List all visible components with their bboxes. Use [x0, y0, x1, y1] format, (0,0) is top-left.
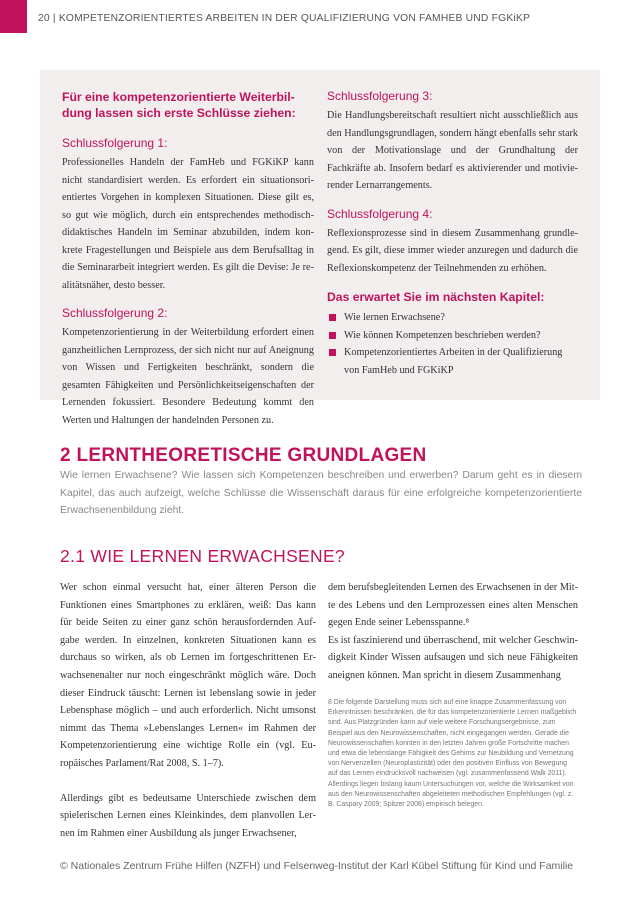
conclusion-4-title: Schlussfolgerung 4:: [327, 206, 433, 221]
summary-heading-line1: Für eine kompetenzorientierte Weiterbil-: [62, 90, 295, 104]
summary-heading-line2: dung lassen sich erste Schlüsse ziehen:: [62, 106, 296, 120]
next-chapter-heading: Das erwartet Sie im nächsten Kapitel:: [327, 290, 545, 304]
body-paragraph: Es ist faszinierend und überraschend, mit welcher Geschwindigkeit Kinder Wissen aufsaugen und sich neue Fähigkeiten aneignen können. Man spricht in diesem Zusammenhang: [328, 634, 578, 681]
list-item: Kompetenzorientiertes Arbeiten in der Qualifizierung von FamHeb und FGKiKP: [327, 344, 578, 379]
body-paragraph: Allerdings gibt es bedeutsame Unterschiede zwischen dem spielerischen Lernen eines Kleinkindes, dem planvollen Lernen im Rahmen einer Ausbildung als junger Erwachsener,: [60, 792, 316, 839]
conclusion-3-text: Die Handlungsbereitschaft resultiert nicht ausschließlich aus den Handlungsgrundlagen, sondern hängt ebenfalls sehr stark von der Motivationslage und der Grundhaltung der Fachkräfte ab. Insofern bedarf es aktivierender und motivierender Lernarrangements.: [327, 110, 578, 191]
list-item: Wie lernen Erwachsene?: [327, 309, 578, 327]
subsection-title: 2.1 WIE LERNEN ERWACHSENE?: [60, 546, 345, 566]
conclusion-4-text: Reflexionsprozesse sind in diesem Zusammenhang grundlegend. Es gilt, diese immer wieder anzuregen und dadurch die Reflexionskompetenz der Teilnehmenden zu erhöhen.: [327, 227, 578, 274]
conclusion-1-text: Professionelles Handeln der FamHeb und FGKiKP kann nicht standardisiert werden. Es erfordert ein situationsorientiertes Vorgehen in komplexen Situationen. Diese gilt es, so gut wie möglich, durch ein entsprechendes methodisch-didaktisches Handeln im Seminar abzubilden, indem konkrete Fragestellungen und Beispiele aus dem Berufsalltag in die Seminararbeit integriert werden. Es gilt die Devise: Je realitätsnäher, desto besser.: [62, 157, 314, 291]
next-chapter-list: [327, 309, 578, 379]
conclusion-1-title: Schlussfolgerung 1:: [62, 136, 168, 150]
section-title: 2 LERNTHEORETISCHE GRUNDLAGEN: [60, 445, 427, 466]
summary-right-column: [327, 89, 578, 379]
square-bullet-icon: [329, 349, 336, 356]
list-item: Wie können Kompetenzen beschrieben werden?: [327, 327, 578, 345]
running-head: 20 | KOMPETENZORIENTIERTES ARBEITEN IN DER QUALIFIZIERUNG VON FAMHEB UND FGKiKP: [38, 13, 531, 24]
conclusion-3-title: Schlussfolgerung 3:: [327, 89, 433, 103]
conclusion-2-title: Schlussfolgerung 2:: [62, 306, 168, 320]
page-footer: © Nationales Zentrum Frühe Hilfen (NZFH) und Felsenweg-Institut der Karl Kübel Stiftung für Kind und Familie: [60, 860, 574, 872]
summary-heading: [62, 89, 314, 121]
footnote: 8 Die folgende Darstellung muss sich auf eine knappe Zusammenfassung von Erkenntnissen beschränken, die für das kompetenzorientierte Lernen maßgeblich sind. Aus Platzgründen kann auf viele weitere Forschungsergebnisse, zum Beispiel aus den Neurowissenschaften, nicht eingegangen werden. Gerade die Neurowissenschaften konnten in den letzten Jahren große Fortschritte machen und etwa die lebenslange Fähigkeit des Gehirns zur Neubildung und Vernetzung von Nervenzellen (Neuroplastizität) oder den positiven Einfluss von Bewegung auf das Lernen eindrucksvoll nachweisen (vgl. zusammenfassend Walk 2011). Allerdings liegen bislang kaum Untersuchungen vor, welche die Wirksamkeit von aus den Neurowissenschaften abgeleiteten methodischen Empfehlungen (vgl. z. B. Caspary 2009; Spitzer 2006) empirisch belegen.: [328, 699, 577, 809]
section-intro: Wie lernen Erwachsene? Wie lassen sich Kompetenzen beschreiben und erwerben? Darum geht es in diesem Kapitel, das auch aufzeigt, welche Schlüsse die Wissenschaft daraus für eine erfolgreiche kompetenzorientierte Erwachsenenbildung zieht.: [60, 470, 582, 516]
summary-box: [40, 70, 600, 426]
square-bullet-icon: [329, 314, 336, 321]
body-paragraph: Wer schon einmal versucht hat, einer älteren Person die Funktionen eines Smartphones zu erklären, weiß: Das kann für beide Seiten zu einer ganz schön herausfordernden Aufgabe werden. In einzelnen, konkreten Situationen kann es durchaus so wirken, als ob Lernen im fortgeschrittenen Erwachsenenalter nur noch eingeschränkt möglich wäre. Doch dieser Eindruck täuscht: Lernen ist lebenslang sowie in jeder Lebensphase möglich – und auch erforderlich. Nicht umsonst nimmt das Thema »Lebenslanges Lernen« im Rahmen der Kompetenzorientierung eine wichtige Rolle ein (vgl. Europäisches Parlament/Rat 2008, S. 1–7).: [60, 582, 316, 769]
conclusion-2-text: Kompetenzorientierung in der Weiterbildung erfordert einen ganzheitlichen Lernprozess, der sich nicht nur auf Aneignung von Wissen und Fertigkeiten beschränkt, sondern die gesamten Fähigkeiten und Persönlichkeitseigenschaften der Lernenden fokussiert. Besondere Bedeutung kommt den Werten und Haltungen der handelnden Personen zu.: [62, 327, 314, 426]
page-accent-bar: [0, 0, 27, 33]
body-right-column: [328, 579, 578, 685]
body-paragraph: dem berufsbegleitenden Lernen des Erwachsenen in der Mitte des Lebens und den Lernprozessen eines alten Menschen gegen Ende seiner Lebensspanne.⁸: [328, 582, 578, 629]
square-bullet-icon: [329, 332, 336, 339]
summary-left-column: [62, 89, 314, 429]
body-left-column: [60, 579, 316, 842]
